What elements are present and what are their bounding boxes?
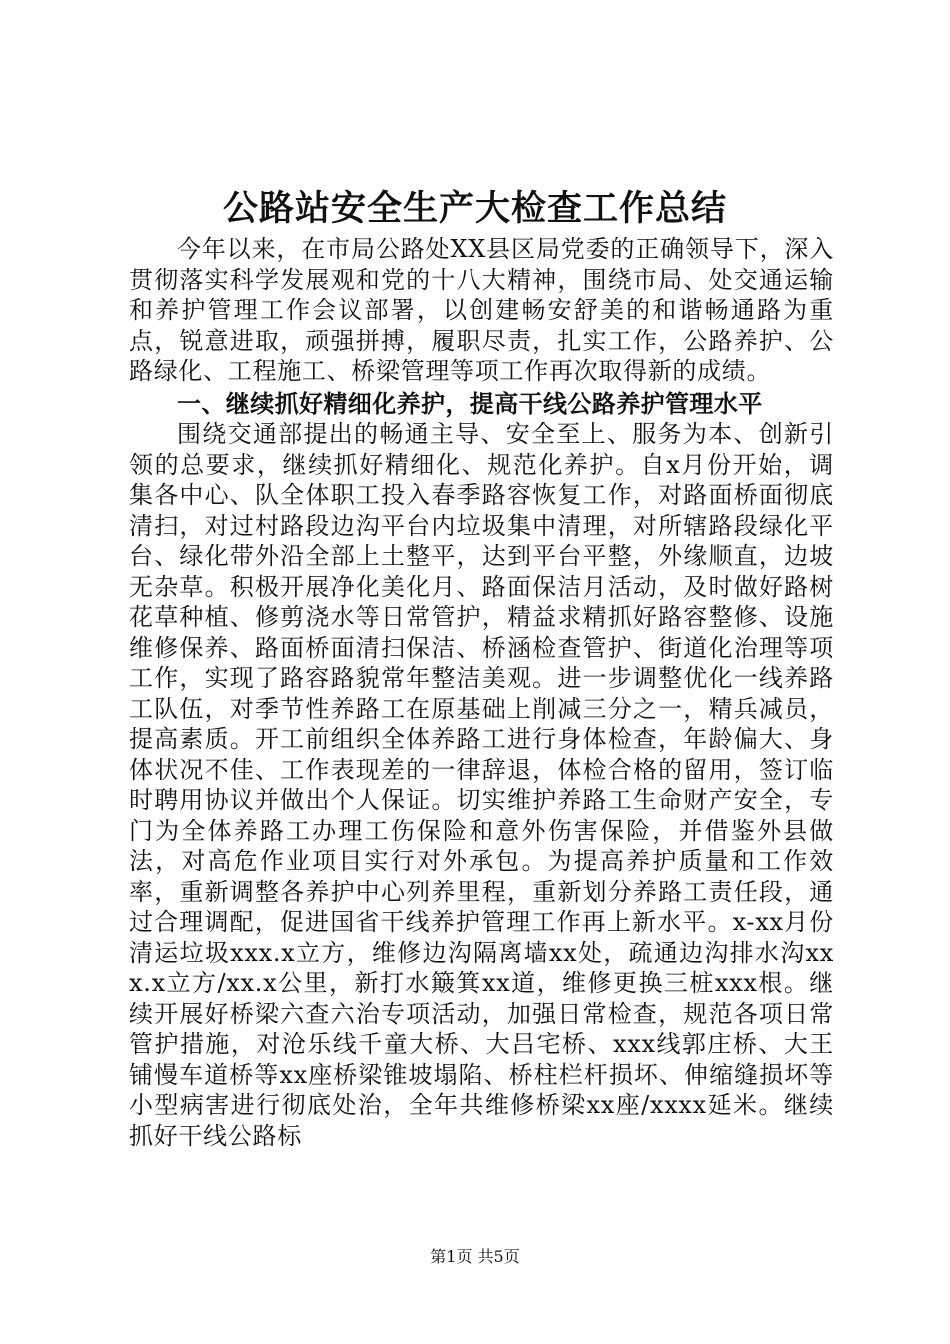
section-heading: 一、继续抓好精细化养护，提高干线公路养护管理水平: [177, 389, 763, 418]
intro-paragraph: 今年以来，在市局公路处XX县区局党委的正确领导下，深入贯彻落实科学发展观和党的十八大精神，围绕市局、处交通运输和养护管理工作会议部署，以创建畅安舒美的和谐畅通路为重点，锐意进取，顽强拼搏，履职尽责，扎实工作，公路养护、公路绿化、工程施工、桥梁管理等项工作再次取得新的成绩。: [129, 235, 834, 385]
section-paragraph: 围绕交通部提出的畅通主导、安全至上、服务为本、创新引领的总要求，继续抓好精细化、规范化养护。自x月份开始，调集各中心、队全体职工投入春季路容恢复工作，对路面桥面彻底清扫，对过村路段边沟平台内垃圾集中清理，对所辖路段绿化平台、绿化带外沿全部上土整平，达到平台平整，外缘顺直，边坡无杂草。积极开展净化美化月、路面保洁月活动，及时做好路树花草种植、修剪浇水等日常管护，精益求精抓好路容整修、设施维修保养、路面桥面清扫保洁、桥涵检查管护、街道化治理等项工作，实现了路容路貌常年整洁美观。进一步调整优化一线养路工队伍，对季节性养路工在原基础上削减三分之一，精兵减员，提高素质。开工前组织全体养路工进行身体检查，年龄偏大、身体状况不佳、工作表现差的一律辞退，体检合格的留用，签订临时聘用协议并做出个人保证。切实维护养路工生命财产安全，专门为全体养路工办理工伤保险和意外伤害保险，并借鉴外县做法，对高危作业项目实行对外承包。为提高养护质量和工作效率，重新调整各养护中心列养里程，重新划分养路工责任段，通过合理调配，促进国省干线养护管理工作再上新水平。x-xx月份清运垃圾xxx.x立方，维修边沟隔离墙xx处，疏通边沟排水沟xxx.x立方/xx.x公里，新打水簸箕xx道，维修更换三桩xxx根。继续开展好桥梁六查六治专项活动，加强日常检查，规范各项日常管护措施，对沧乐线千童大桥、大吕宅桥、xxx线郭庄桥、大王铺慢车道桥等xx座桥梁锥坡塌陷、桥柱栏杆损坏、伸缩缝损坏等小型病害进行彻底处治，全年共维修桥梁xx座/xxxx延米。继续抓好干线公路标: [129, 420, 834, 1150]
document-title: 公路站安全生产大检查工作总结: [222, 189, 727, 229]
document-body: [129, 234, 834, 1151]
page-number-footer: 第1页 共5页: [430, 1247, 520, 1266]
